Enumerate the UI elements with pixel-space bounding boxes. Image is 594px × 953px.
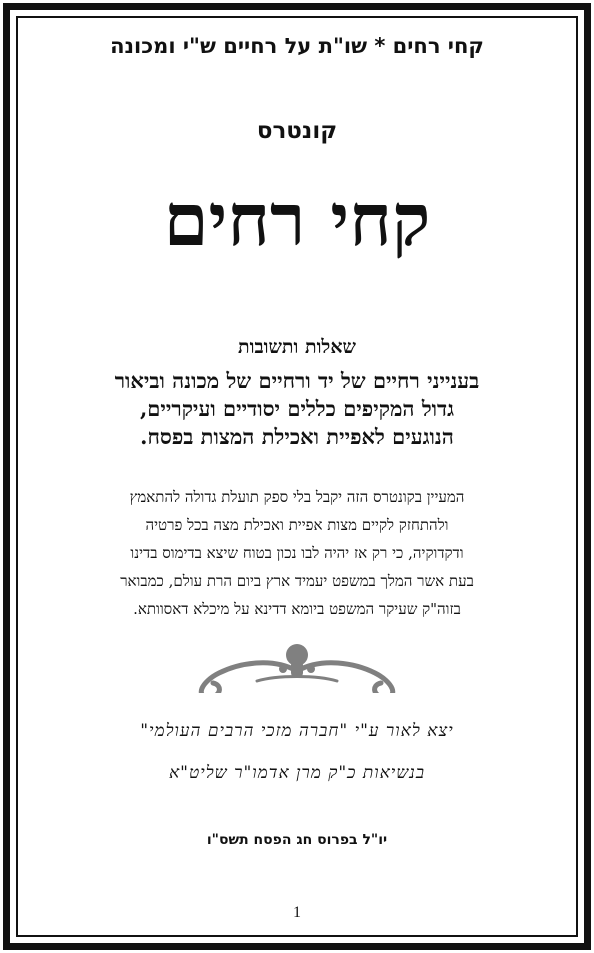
paragraph-line: ודקדוקיה, כי רק אז יהיה לבו נכון בטוח שיצא בדימוס בדינו bbox=[130, 544, 464, 562]
publisher-line: בנשיאות כ"ק מרן אדמו"ר שליט"א bbox=[168, 763, 426, 783]
publisher-line: יצא לאור ע"י "חברה מזכי הרבים העולמי" bbox=[140, 721, 454, 741]
kuntres-label: קונטרס bbox=[256, 118, 338, 144]
paragraph-line: המעיין בקונטרס הזה יקבל בלי ספק תועלת גדולה להתאמץ bbox=[129, 488, 465, 506]
publisher bbox=[26, 710, 568, 794]
page-number: 1 bbox=[293, 904, 301, 921]
running-header: קחי רחים * שו"ת על רחיים ש"י ומכונה bbox=[110, 34, 484, 58]
intro-paragraph bbox=[46, 483, 548, 623]
description-line: בענייני רחיים של יד ורחיים של מכונה וביאור bbox=[114, 368, 480, 393]
qa-subtitle: שאלות ותשובות bbox=[238, 336, 356, 358]
book-title: קחי רחים bbox=[163, 177, 431, 262]
date-line: יו"ל בפרוס חג הפסח תשס"ו bbox=[206, 832, 388, 848]
paragraph-line: ולהתחזק לקיים מצות אפיית ואכילת מצה בכל פרטיה bbox=[145, 516, 449, 534]
paragraph-line: בעת אשר המלך במשפט יעמיד ארץ ביום הרת עולם, כמבואר bbox=[120, 572, 474, 590]
title-page bbox=[26, 24, 568, 929]
description-line: גדול המקיפים כללים יסודיים ועיקריים, bbox=[139, 396, 455, 421]
paragraph-line: בזוה"ק שעיקר המשפט ביומא דדינא על מיכלא דאסוותא. bbox=[133, 600, 461, 618]
description-line: הנוגעים לאפיית ואכילת המצות בפסח. bbox=[140, 424, 454, 449]
description bbox=[36, 367, 558, 451]
flourish-divider-icon bbox=[187, 641, 407, 693]
